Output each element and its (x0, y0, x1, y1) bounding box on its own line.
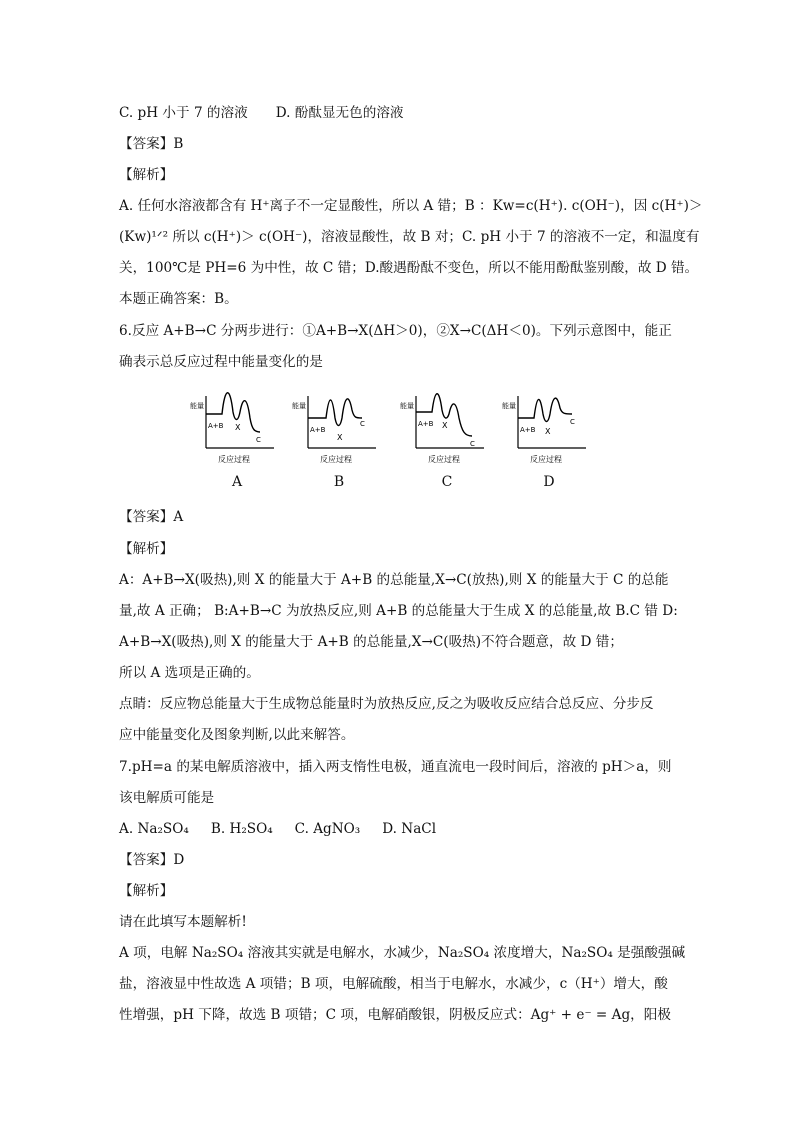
energy-diagram-a (188, 388, 286, 494)
diagram-letter-c: C (441, 474, 453, 490)
diagram-letter-a: A (231, 474, 243, 490)
c-label: C (360, 420, 365, 428)
x-axis-label: 反应过程 (218, 455, 250, 464)
y-axis-label: 能量 (502, 402, 516, 410)
q7-option-d: D. NaCl (382, 821, 437, 837)
q6-note-line: 点睛：反应物总能量大于生成物总能量时为放热反应,反之为吸收反应结合总反应、分步反 (119, 696, 654, 712)
ab-label: A+B (310, 426, 326, 434)
energy-diagram-c (398, 388, 496, 494)
q7-analysis-title: 【解析】 (119, 883, 174, 899)
ab-label: A+B (418, 420, 434, 428)
diagram-letter-d: D (543, 474, 555, 490)
q6-answer: 【答案】A (119, 509, 184, 525)
y-axis-label: 能量 (190, 402, 204, 410)
q6-analysis-line: A：A+B→X(吸热),则 X 的能量大于 A+B 的总能量,X→C(放热),则 X 的能量大于 C 的总能 (119, 572, 669, 588)
q7-analysis-line: 性增强，pH 下降，故选 B 项错；C 项，电解硝酸银，阴极反应式：Ag⁺ + e⁻ = Ag，阳极 (119, 1007, 671, 1023)
y-axis-label: 能量 (292, 402, 306, 410)
energy-diagram-d-graph (500, 388, 598, 468)
y-axis-label: 能量 (400, 402, 414, 410)
x-label: X (337, 433, 343, 442)
q5-analysis-title: 【解析】 (119, 167, 174, 183)
q5-answer: 【答案】B (119, 136, 184, 152)
q7-answer: 【答案】D (119, 852, 185, 868)
q5-analysis-line: 本题正确答案：B。 (119, 291, 238, 307)
x-label: X (545, 427, 551, 436)
q7-analysis-line: A 项，电解 Na₂SO₄ 溶液其实就是电解水，水减少，Na₂SO₄ 浓度增大，Na₂SO₄ 是强酸强碱 (119, 945, 686, 961)
x-label: X (235, 423, 241, 432)
q6-analysis-line: 量,故 A 正确； B:A+B→C 为放热反应,则 A+B 的总能量大于生成 X 的总能量,故 B.C 错 D: (119, 603, 678, 619)
q7-stem-line: 7.pH=a 的某电解质溶液中，插入两支惰性电极，通直流电一段时间后，溶液的 pH＞a，则 (119, 759, 672, 775)
c-label: C (256, 436, 261, 444)
q7-option-c: C. AgNO₃ (294, 821, 361, 837)
x-axis-label: 反应过程 (428, 455, 460, 464)
q6-analysis-title: 【解析】 (119, 541, 174, 557)
energy-diagram-b-graph (290, 388, 388, 468)
q6-note-line: 应中能量变化及图象判断,以此来解答。 (119, 727, 355, 743)
q7-analysis-line: 请在此填写本题解析! (119, 914, 247, 930)
q7-stem-line: 该电解质可能是 (119, 790, 215, 806)
x-axis-label: 反应过程 (320, 455, 352, 464)
q7-option-b: B. H₂SO₄ (210, 821, 273, 837)
q5-analysis-line: 关，100℃是 PH=6 为中性，故 C 错；D.酸遇酚酞不变色，所以不能用酚酞鉴别酸，故 D 错。 (119, 260, 699, 276)
q7-analysis-line: 盐，溶液显中性故选 A 项错；B 项，电解硫酸，相当于电解水，水减少，c（H⁺）增大，酸 (119, 976, 668, 992)
q5-analysis-line: A. 任何水溶液都含有 H⁺离子不一定显酸性，所以 A 错；B ：Kw=c(H⁺). c(OH⁻)，因 c(H⁺)＞ (119, 198, 703, 214)
x-axis-label: 反应过程 (530, 455, 562, 464)
q7-options (119, 819, 458, 839)
q7-option-a: A. Na₂SO₄ (119, 821, 189, 837)
q5-option-d: D. 酚酞显无色的溶液 (275, 105, 404, 121)
q5-option-c: C. pH 小于 7 的溶液 (119, 105, 248, 121)
c-label: C (570, 418, 575, 426)
energy-diagram-b (290, 388, 388, 494)
energy-diagram-c-graph (398, 388, 496, 468)
c-label: C (470, 440, 475, 448)
diagram-letter-b: B (333, 474, 345, 490)
ab-label: A+B (208, 422, 224, 430)
q6-analysis-line: A+B→X(吸热),则 X 的能量大于 A+B 的总能量,X→C(吸热)不符合题意，故 D 错； (119, 634, 623, 650)
q5-options-cd (119, 103, 404, 123)
q6-stem-line: 6.反应 A+B→C 分两步进行：①A+B→X(ΔH＞0)，②X→C(ΔH＜0)。下列示意图中，能正 (119, 323, 672, 339)
q6-analysis-line: 所以 A 选项是正确的。 (119, 665, 260, 681)
ab-label: A+B (520, 426, 536, 434)
q5-analysis-line: (Kw)¹ᐟ² 所以 c(H⁺)＞ c(OH⁻)，溶液显酸性，故 B 对；C. pH 小于 7 的溶液不一定，和温度有 (119, 229, 700, 245)
energy-diagram-d (500, 388, 598, 494)
energy-diagram-a-graph (188, 388, 286, 468)
q6-stem-line: 确表示总反应过程中能量变化的是 (119, 354, 323, 370)
x-label: X (442, 421, 448, 430)
